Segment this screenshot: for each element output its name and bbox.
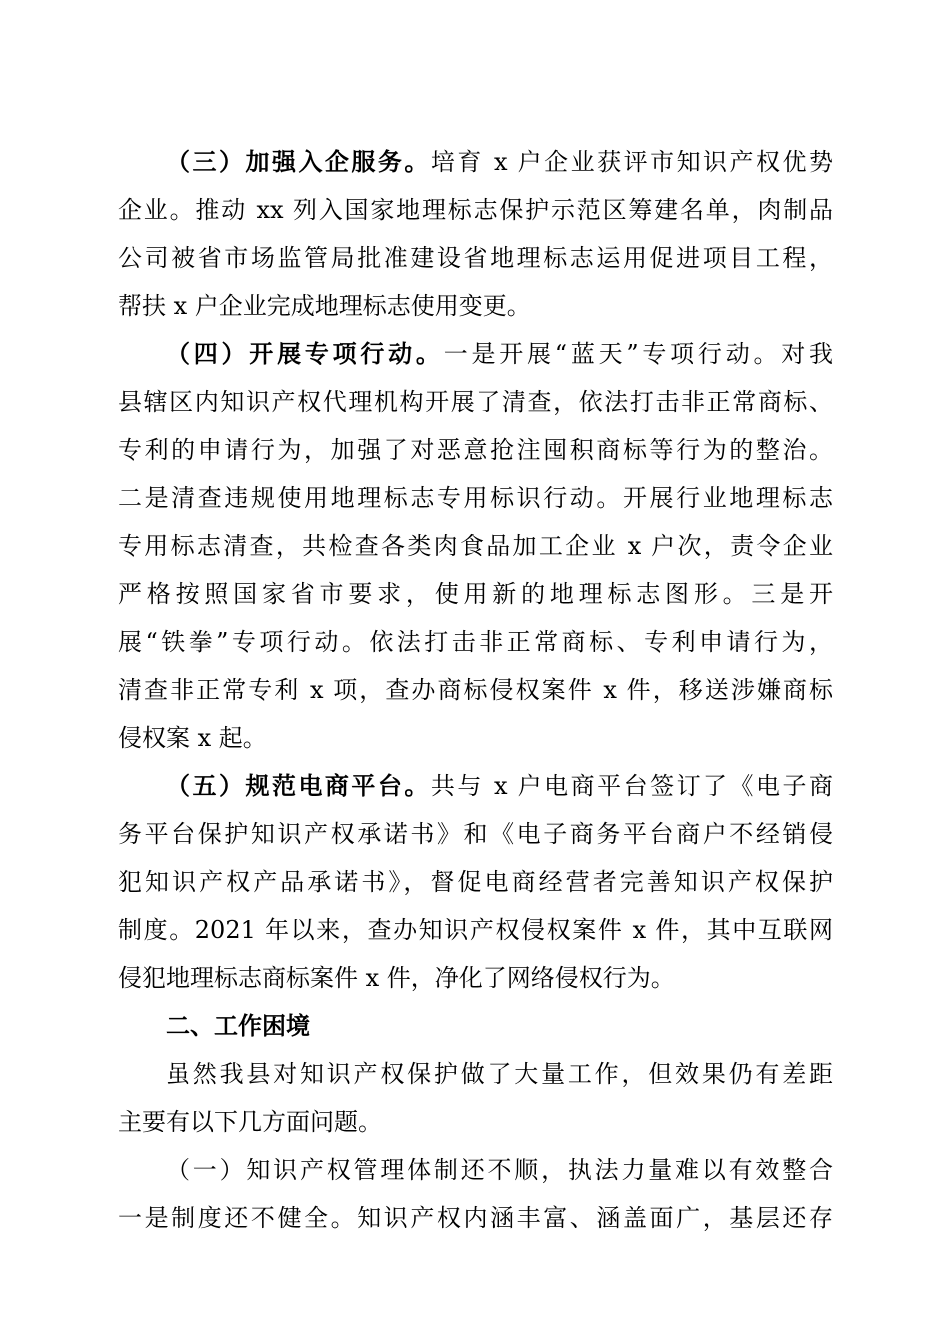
paragraph-3-line-4: 帮扶 x 户企业完成地理标志使用变更。	[118, 292, 531, 320]
paragraph-3-line-2: 企业。推动 xx 列入国家地理标志保护示范区筹建名单，肉制品	[118, 196, 833, 224]
paragraph-3-line-1: （三）加强入企服务。培育 x 户企业获评市知识产权优势	[166, 147, 834, 176]
paragraph-4-line-2: 县辖区内知识产权代理机构开展了清查，依法打击非正常商标、	[118, 388, 833, 416]
paragraph-4-line-6: 严格按照国家省市要求，使用新的地理标志图形。三是开	[118, 580, 833, 608]
paragraph-5-line-1: （五）规范电商平台。共与 x 户电商平台签订了《电子商	[166, 771, 834, 800]
paragraph-5-lead: （五）规范电商平台。	[166, 771, 431, 800]
paragraph-4-line-4: 二是清查违规使用地理标志专用标识行动。开展行业地理标志	[118, 484, 833, 512]
paragraph-5-line-4: 制度。2021 年以来，查办知识产权侵权案件 x 件，其中互联网	[118, 916, 833, 944]
paragraph-5-line-5: 侵犯地理标志商标案件 x 件，净化了网络侵权行为。	[118, 964, 675, 992]
paragraph-4-line-1: （四）开展专项行动。一是开展“蓝天”专项行动。对我	[166, 339, 834, 368]
paragraph-4-line-8: 清查非正常专利 x 项，查办商标侵权案件 x 件，移送涉嫌商标	[118, 676, 833, 704]
paragraph-4-lead: （四）开展专项行动。	[166, 339, 444, 368]
paragraph-5-line-2: 务平台保护知识产权承诺书》和《电子商务平台商户不经销侵	[118, 820, 833, 848]
paragraph-4-line-9: 侵权案 x 起。	[118, 724, 267, 752]
paragraph-4-line-3: 专利的申请行为，加强了对恶意抢注囤积商标等行为的整治。	[118, 436, 833, 464]
paragraph-3-line-3: 公司被省市场监管局批准建设省地理标志运用促进项目工程，	[118, 244, 833, 272]
paragraph-5-line-3: 犯知识产权产品承诺书》，督促电商经营者完善知识产权保护	[118, 868, 833, 896]
subsection-1-line-2: 一是制度还不健全。知识产权内涵丰富、涵盖面广，基层还存	[118, 1204, 833, 1232]
paragraph-3-lead: （三）加强入企服务。	[166, 147, 431, 176]
intro-line-1: 虽然我县对知识产权保护做了大量工作，但效果仍有差距	[166, 1060, 833, 1088]
section-heading: 二、工作困境	[166, 1011, 310, 1040]
intro-line-2: 主要有以下几方面问题。	[118, 1108, 382, 1136]
paragraph-4-line-7: 展“铁拳”专项行动。依法打击非正常商标、专利申请行为，	[118, 628, 833, 656]
subsection-1-line-1: （一）知识产权管理体制还不顺，执法力量难以有效整合	[166, 1156, 833, 1184]
paragraph-4-line-5: 专用标志清查，共检查各类肉食品加工企业 x 户次，责令企业	[118, 532, 833, 560]
